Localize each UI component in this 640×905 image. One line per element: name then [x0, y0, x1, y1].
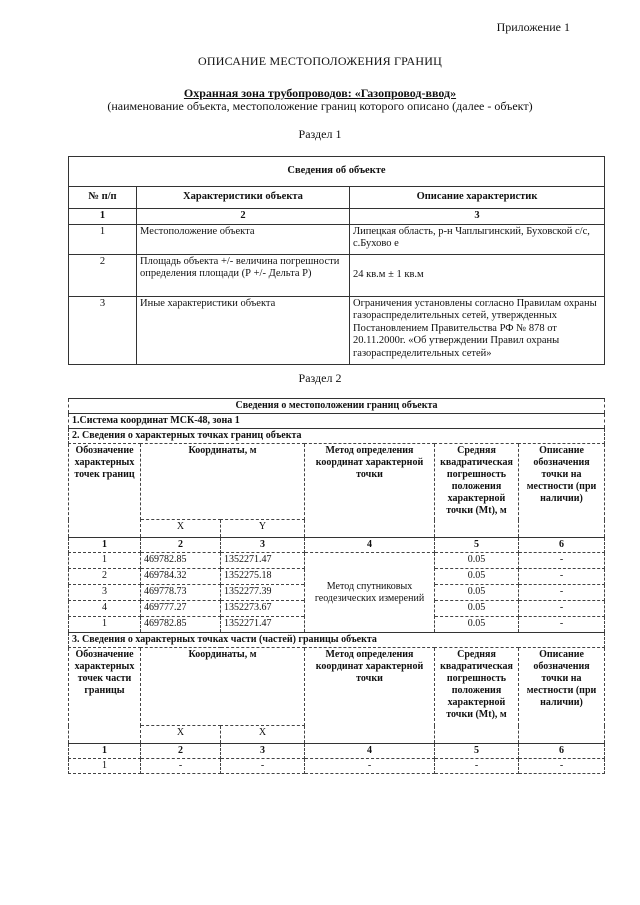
- header-error: Средняя квадратическая погрешность положения характерной точки (Mt), м: [435, 444, 519, 538]
- header-number: № п/п: [69, 187, 137, 209]
- row-characteristic: Местоположение объекта: [137, 224, 350, 254]
- point-y: 1352277.39: [221, 585, 305, 601]
- appendix-label: Приложение 1: [496, 20, 570, 34]
- column-number: 1: [69, 744, 141, 759]
- column-number: 6: [519, 538, 605, 553]
- header-designation-part: Обозначение характерных точек части границы: [69, 648, 141, 744]
- point-x: 469777.27: [141, 601, 221, 617]
- coordinate-system: 1.Система координат МСК-48, зона 1: [69, 414, 605, 429]
- column-number: 3: [221, 744, 305, 759]
- point-x: 469778.73: [141, 585, 221, 601]
- header-x: X: [141, 520, 221, 538]
- part-point-x: -: [141, 759, 221, 774]
- header-point-description: Описание обозначения точки на местности (при наличии): [519, 444, 605, 538]
- row-characteristic: Площадь объекта +/- величина погрешности определения площади (Р +/- Дельта Р): [137, 254, 350, 296]
- part-point-method: -: [305, 759, 435, 774]
- point-y: 1352271.47: [221, 617, 305, 633]
- column-number: 2: [137, 209, 350, 225]
- row-number: 1: [69, 224, 137, 254]
- header-y: X: [221, 726, 305, 744]
- point-error: 0.05: [435, 617, 519, 633]
- point-x: 469782.85: [141, 553, 221, 569]
- row-value: 24 кв.м ± 1 кв.м: [350, 254, 605, 296]
- point-description: -: [519, 601, 605, 617]
- row-value: Ограничения установлены согласно Правилам охраны газораспределительных сетей, утвержденных Постановлением Правительства РФ № 878 от 20.11.2000г. «Об утверждении Правил охраны газораспределительных сетей»: [350, 296, 605, 364]
- point-description: -: [519, 553, 605, 569]
- part3-title: 3. Сведения о характерных точках части (частей) границы объекта: [69, 633, 605, 648]
- part-point-number: 1: [69, 759, 141, 774]
- header-coordinates: Координаты, м: [141, 648, 305, 726]
- header-method: Метод определения координат характерной точки: [305, 444, 435, 538]
- point-description: -: [519, 585, 605, 601]
- part-point-description: -: [519, 759, 605, 774]
- boundary-location-table: [68, 398, 605, 774]
- column-number: 1: [69, 209, 137, 225]
- point-number: 1: [69, 617, 141, 633]
- point-description: -: [519, 617, 605, 633]
- point-number: 2: [69, 569, 141, 585]
- point-number: 1: [69, 553, 141, 569]
- header-designation: Обозначение характерных точек границ: [69, 444, 141, 538]
- point-y: 1352275.18: [221, 569, 305, 585]
- point-x: 469782.85: [141, 617, 221, 633]
- document-title: ОПИСАНИЕ МЕСТОПОЛОЖЕНИЯ ГРАНИЦ: [198, 54, 442, 68]
- header-method: Метод определения координат характерной точки: [305, 648, 435, 744]
- object-info-title: Сведения об объекте: [69, 157, 605, 187]
- header-characteristic: Характеристики объекта: [137, 187, 350, 209]
- object-name: Охранная зона трубопроводов: «Газопровод-ввод»: [183, 86, 457, 100]
- table-row: [69, 224, 605, 254]
- point-description: -: [519, 569, 605, 585]
- column-number: 5: [435, 744, 519, 759]
- column-number: 3: [350, 209, 605, 225]
- column-number: 6: [519, 744, 605, 759]
- column-number: 2: [141, 744, 221, 759]
- point-error: 0.05: [435, 553, 519, 569]
- point-y: 1352273.67: [221, 601, 305, 617]
- part2-title: 2. Сведения о характерных точках границ объекта: [69, 429, 605, 444]
- row-number: 3: [69, 296, 137, 364]
- column-number: 5: [435, 538, 519, 553]
- table-row: [69, 553, 605, 569]
- point-x: 469784.32: [141, 569, 221, 585]
- header-description: Описание характеристик: [350, 187, 605, 209]
- point-method: Метод спутниковых геодезических измерений: [305, 553, 435, 633]
- object-info-table: [68, 156, 605, 365]
- row-number: 2: [69, 254, 137, 296]
- point-number: 4: [69, 601, 141, 617]
- header-x: X: [141, 726, 221, 744]
- point-number: 3: [69, 585, 141, 601]
- column-number: 4: [305, 744, 435, 759]
- point-error: 0.05: [435, 585, 519, 601]
- section2-heading: Раздел 2: [298, 371, 342, 385]
- point-error: 0.05: [435, 601, 519, 617]
- table-row: [69, 254, 605, 296]
- column-number: 4: [305, 538, 435, 553]
- column-number: 2: [141, 538, 221, 553]
- column-number: 3: [221, 538, 305, 553]
- point-y: 1352271.47: [221, 553, 305, 569]
- row-value: Липецкая область, р-н Чаплыгинский, Буховской с/с, с.Бухово е: [350, 224, 605, 254]
- part-point-y: -: [221, 759, 305, 774]
- row-characteristic: Иные характеристики объекта: [137, 296, 350, 364]
- section1-heading: Раздел 1: [298, 127, 342, 141]
- boundary-table-title: Сведения о местоположении границ объекта: [69, 399, 605, 414]
- part-point-error: -: [435, 759, 519, 774]
- table-row: [69, 759, 605, 774]
- header-y: Y: [221, 520, 305, 538]
- header-point-description: Описание обозначения точки на местности (при наличии): [519, 648, 605, 744]
- point-error: 0.05: [435, 569, 519, 585]
- header-error: Средняя квадратическая погрешность положения характерной точки (Mt), м: [435, 648, 519, 744]
- column-number: 1: [69, 538, 141, 553]
- header-coordinates: Координаты, м: [141, 444, 305, 520]
- object-name-note: (наименование объекта, местоположение границ которого описано (далее - объект): [107, 99, 533, 113]
- table-row: [69, 296, 605, 364]
